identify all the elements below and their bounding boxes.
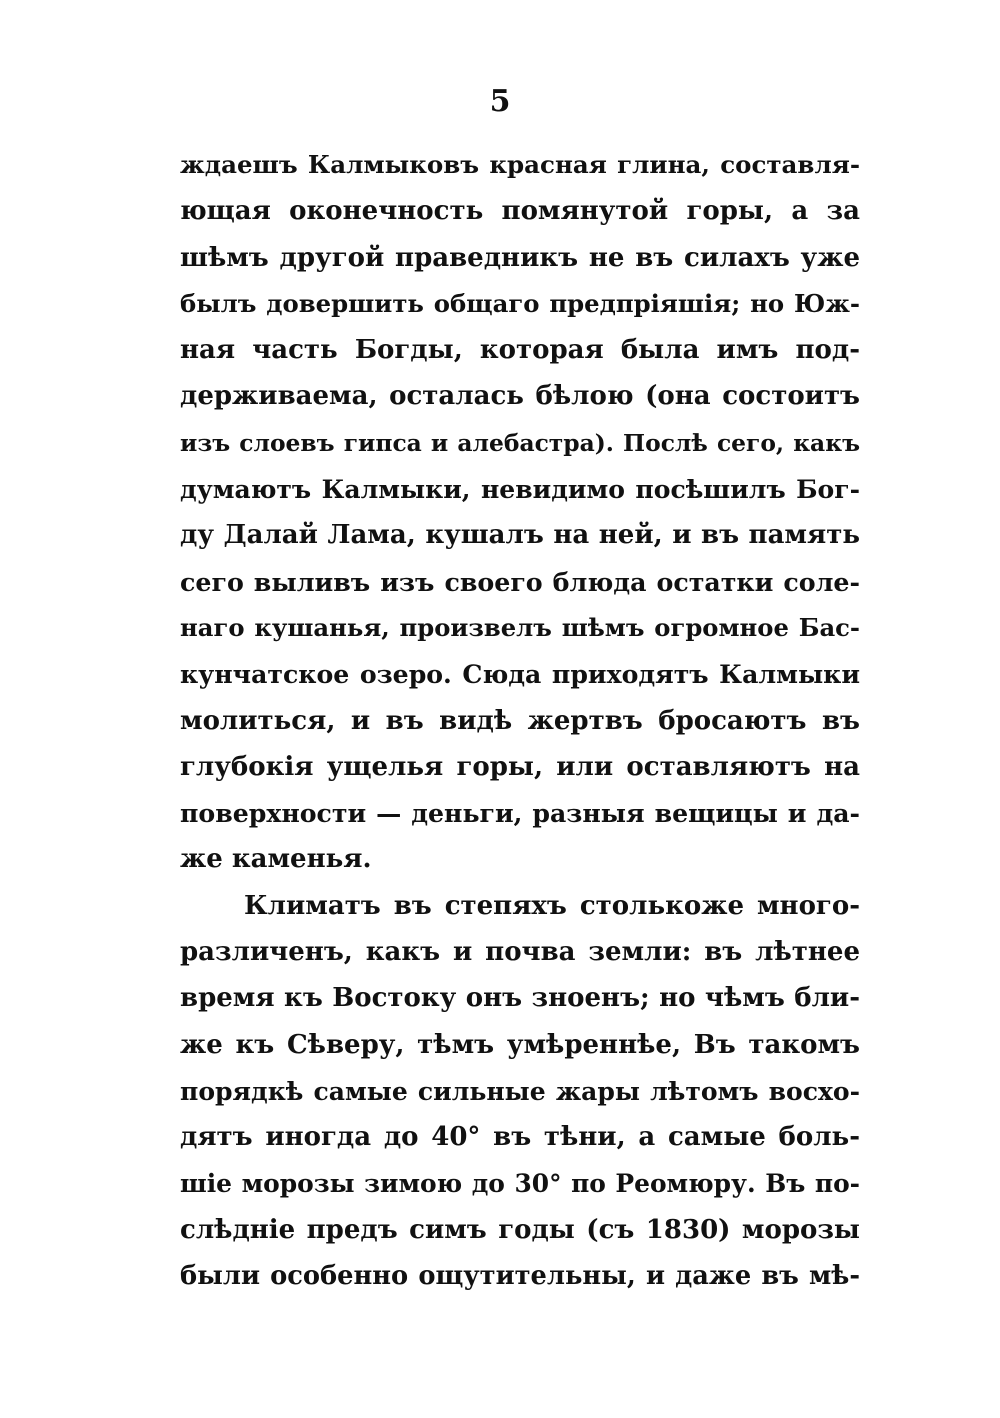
text-line: глубокія ущелья горы, или оставляютъ на <box>180 751 860 782</box>
text-line: ду Далай Лама, кушалъ на ней, и въ память <box>180 520 860 551</box>
text-line: же къ Сѣверу, тѣмъ умѣреннѣе, Въ такомъ <box>180 1029 860 1060</box>
page-number: 5 <box>489 84 511 119</box>
text-line: различенъ, какъ и почва земли: въ лѣтнее <box>180 937 860 968</box>
text-line: Климатъ въ степяхъ столькоже много- <box>244 890 860 921</box>
paragraph-1 <box>180 142 860 883</box>
page-text <box>180 142 860 1299</box>
text-line: порядкѣ самые сильные жары лѣтомъ восхо- <box>180 1075 860 1106</box>
text-line: сего выливъ изъ своего блюда остатки соле- <box>180 566 860 597</box>
text-line: молиться, и въ видѣ жертвъ бросаютъ въ <box>180 705 860 736</box>
text-line: же каменья. <box>180 844 372 875</box>
text-line: изъ слоевъ гипса и алебастра). Послѣ сего, какъ <box>180 428 860 457</box>
text-line: думаютъ Калмыки, невидимо посѣшилъ Бог- <box>180 474 860 505</box>
text-line: шіе морозы зимою до 30° по Реомюру. Въ по- <box>180 1168 860 1198</box>
text-line: поверхности — деньги, разныя вещицы и да- <box>180 798 860 829</box>
text-line: ющая оконечность помянутой горы, а за <box>180 196 860 227</box>
text-line: шѣмъ другой праведникъ не въ силахъ уже <box>180 242 860 273</box>
text-line: держиваема, осталась бѣлою (она состоитъ <box>180 381 860 412</box>
text-line: кунчатское озеро. Сюда приходятъ Калмыки <box>180 659 860 690</box>
text-line: были особенно ощутительны, и даже въ мѣ- <box>180 1261 860 1292</box>
text-line: слѣдніе предъ симъ годы (съ 1830) морозы <box>180 1214 860 1245</box>
text-line: ждаешъ Калмыковъ красная глина, составля- <box>180 150 860 179</box>
text-line: ная часть Богды, которая была имъ под- <box>180 335 860 366</box>
text-line: былъ довершить общаго предпріяшія; но Юж- <box>180 288 860 318</box>
paragraph-2 <box>180 883 860 1300</box>
text-line: время къ Востоку онъ зноенъ; но чѣмъ бли- <box>180 983 860 1014</box>
text-line: наго кушанья, произвелъ шѣмъ огромное Бас- <box>180 612 860 642</box>
text-line: дятъ иногда до 40° въ тѣни, а самые боль- <box>180 1122 860 1153</box>
